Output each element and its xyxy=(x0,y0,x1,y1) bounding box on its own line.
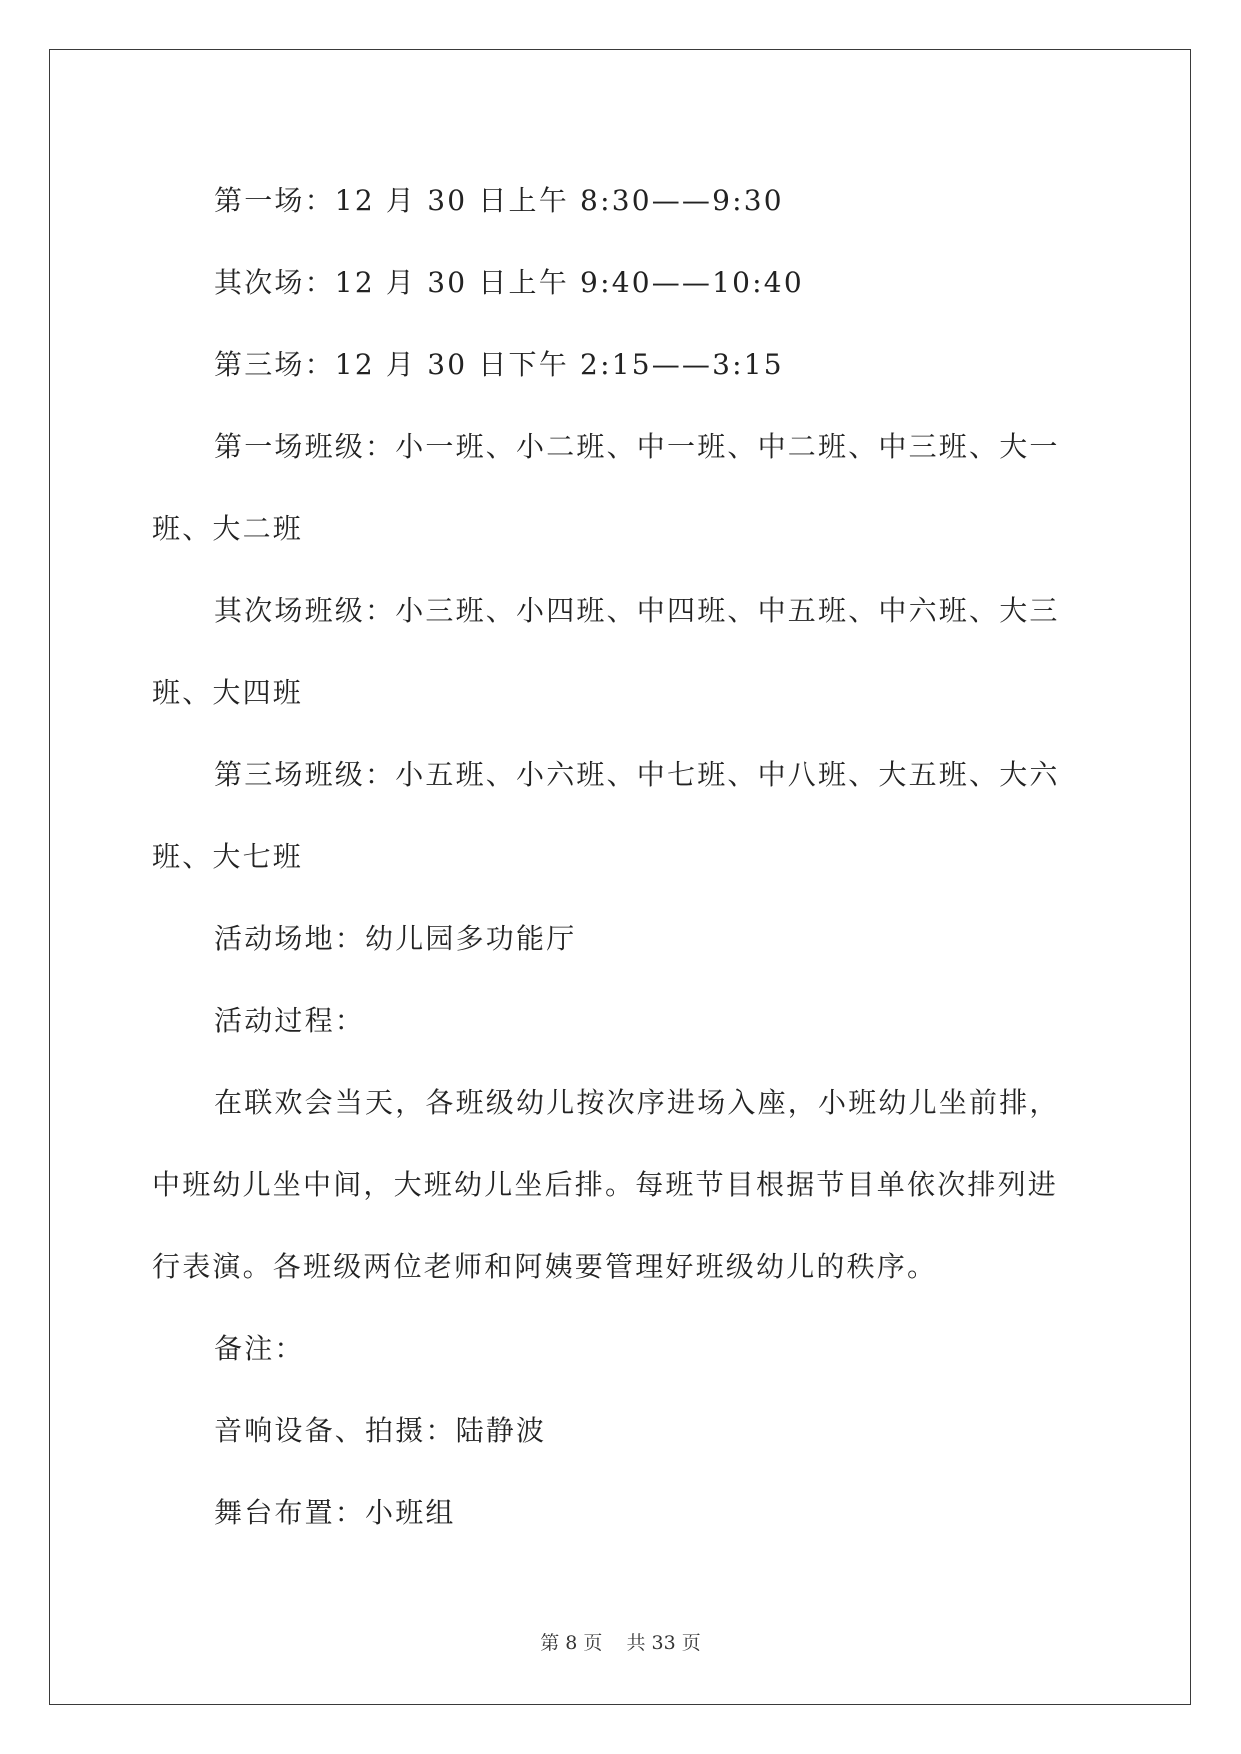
page-number: 第 8 页 xyxy=(540,1632,603,1654)
session-3-classes: 第三场班级：小五班、小六班、中七班、中八班、大五班、大六班、大七班 xyxy=(152,758,1060,873)
page-footer xyxy=(0,1628,1241,1655)
notes-heading: 备注： xyxy=(214,1332,305,1365)
activity-venue: 活动场地：幼儿园多功能厅 xyxy=(214,922,577,955)
schedule-session-3: 第三场：12 月 30 日下午 2:15——3:15 xyxy=(214,348,784,381)
note-audio-photo: 音响设备、拍摄：陆静波 xyxy=(214,1414,547,1447)
activity-process-heading: 活动过程： xyxy=(214,1004,366,1037)
schedule-session-2: 其次场：12 月 30 日上午 9:40——10:40 xyxy=(214,266,804,299)
schedule-session-1: 第一场：12 月 30 日上午 8:30——9:30 xyxy=(214,184,784,217)
session-1-classes: 第一场班级：小一班、小二班、中一班、中二班、中三班、大一班、大二班 xyxy=(152,430,1060,545)
session-2-classes: 其次场班级：小三班、小四班、中四班、中五班、中六班、大三班、大四班 xyxy=(152,594,1060,709)
note-stage-setup: 舞台布置：小班组 xyxy=(214,1496,456,1529)
activity-process-text: 在联欢会当天，各班级幼儿按次序进场入座，小班幼儿坐前排，中班幼儿坐中间，大班幼儿坐后排。每班节目根据节目单依次排列进行表演。各班级两位老师和阿姨要管理好班级幼儿的秩序。 xyxy=(152,1086,1060,1283)
page-total: 共 33 页 xyxy=(626,1632,701,1654)
document-body xyxy=(152,160,1087,1554)
